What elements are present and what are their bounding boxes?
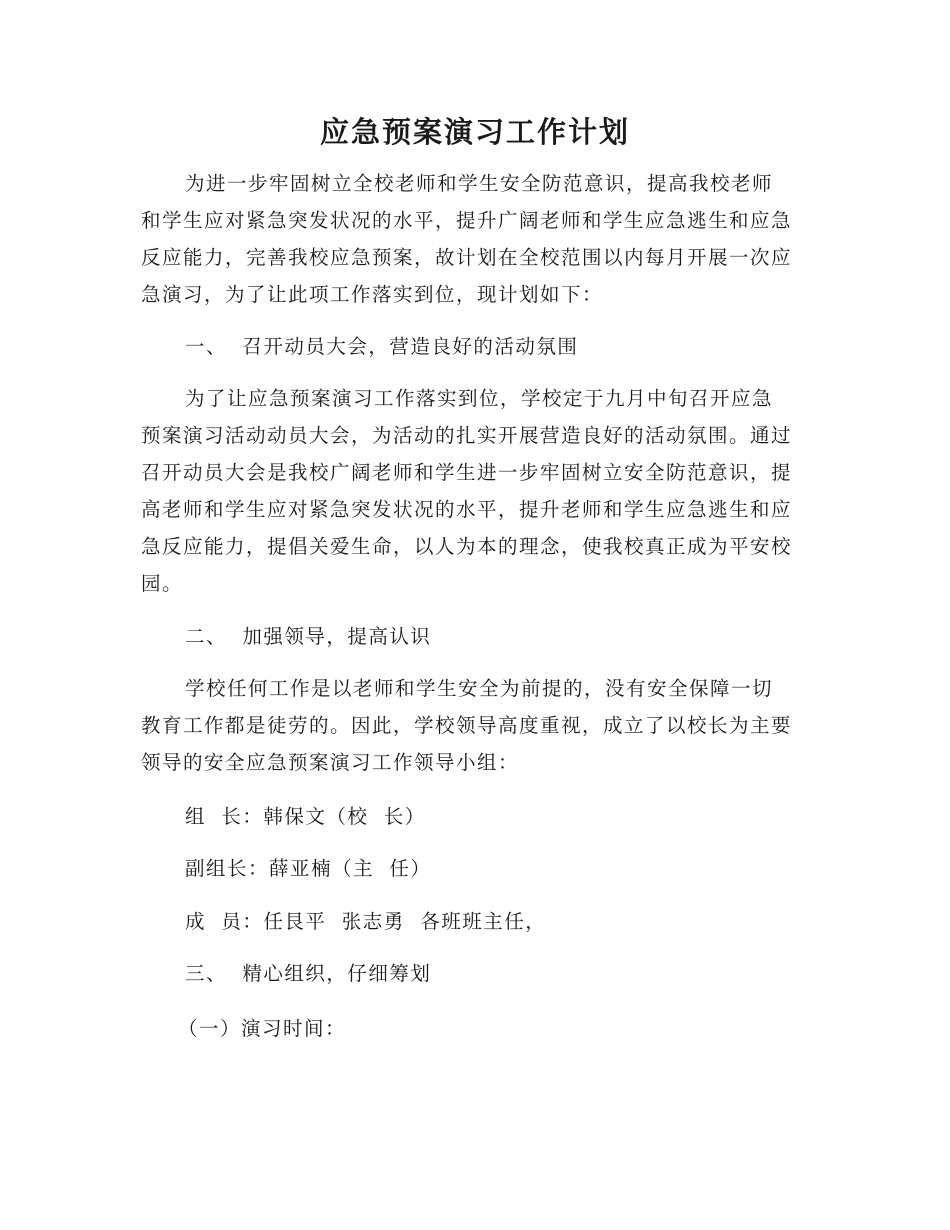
intro-paragraph: 为进一步牢固树立全校老师和学生安全防范意识，提高我校老师和学生应对紧急突发状况的水平，提升广阔老师和学生应急逃生和应急反应能力，完善我校应急预案，故计划在全校范围以内每月开展一次应急演习，为了让此项工作落实到位，现计划如下： <box>141 172 793 306</box>
section-1-paragraph: 为了让应急预案演习工作落实到位，学校定于九月中旬召开应急预案演习活动动员大会，为活动的扎实开展营造良好的活动氛围。通过召开动员大会是我校广阔老师和学生进一步牢固树立安全防范意识，提高老师和学生应对紧急突发状况的水平，提升老师和学生应急逃生和应急反应能力，提倡关爱生命，以人为本的理念，使我校真正成为平安校园。 <box>141 387 793 595</box>
section-1-heading: 一、 召开动员大会，营造良好的活动氛围 <box>185 335 579 358</box>
section-3-heading: 三、 精心组织，仔细筹划 <box>185 962 432 985</box>
deputy-leader-line: 副组长：薛亚楠（主 任） <box>185 857 432 880</box>
section-2-heading: 二、 加强领导，提高认识 <box>185 625 432 648</box>
document-title: 应急预案演习工作计划 <box>319 115 630 149</box>
group-leader-line: 组 长：韩保文（校 长） <box>185 805 426 828</box>
members-line: 成 员：任艮平 张志勇 各班班主任， <box>185 910 547 933</box>
section-2-paragraph: 学校任何工作是以老师和学生安全为前提的，没有安全保障一切教育工作都是徒劳的。因此，学校领导高度重视，成立了以校长为主要领导的安全应急预案演习工作领导小组： <box>141 677 793 774</box>
subsection-1-heading: （一）演习时间： <box>178 1017 347 1040</box>
